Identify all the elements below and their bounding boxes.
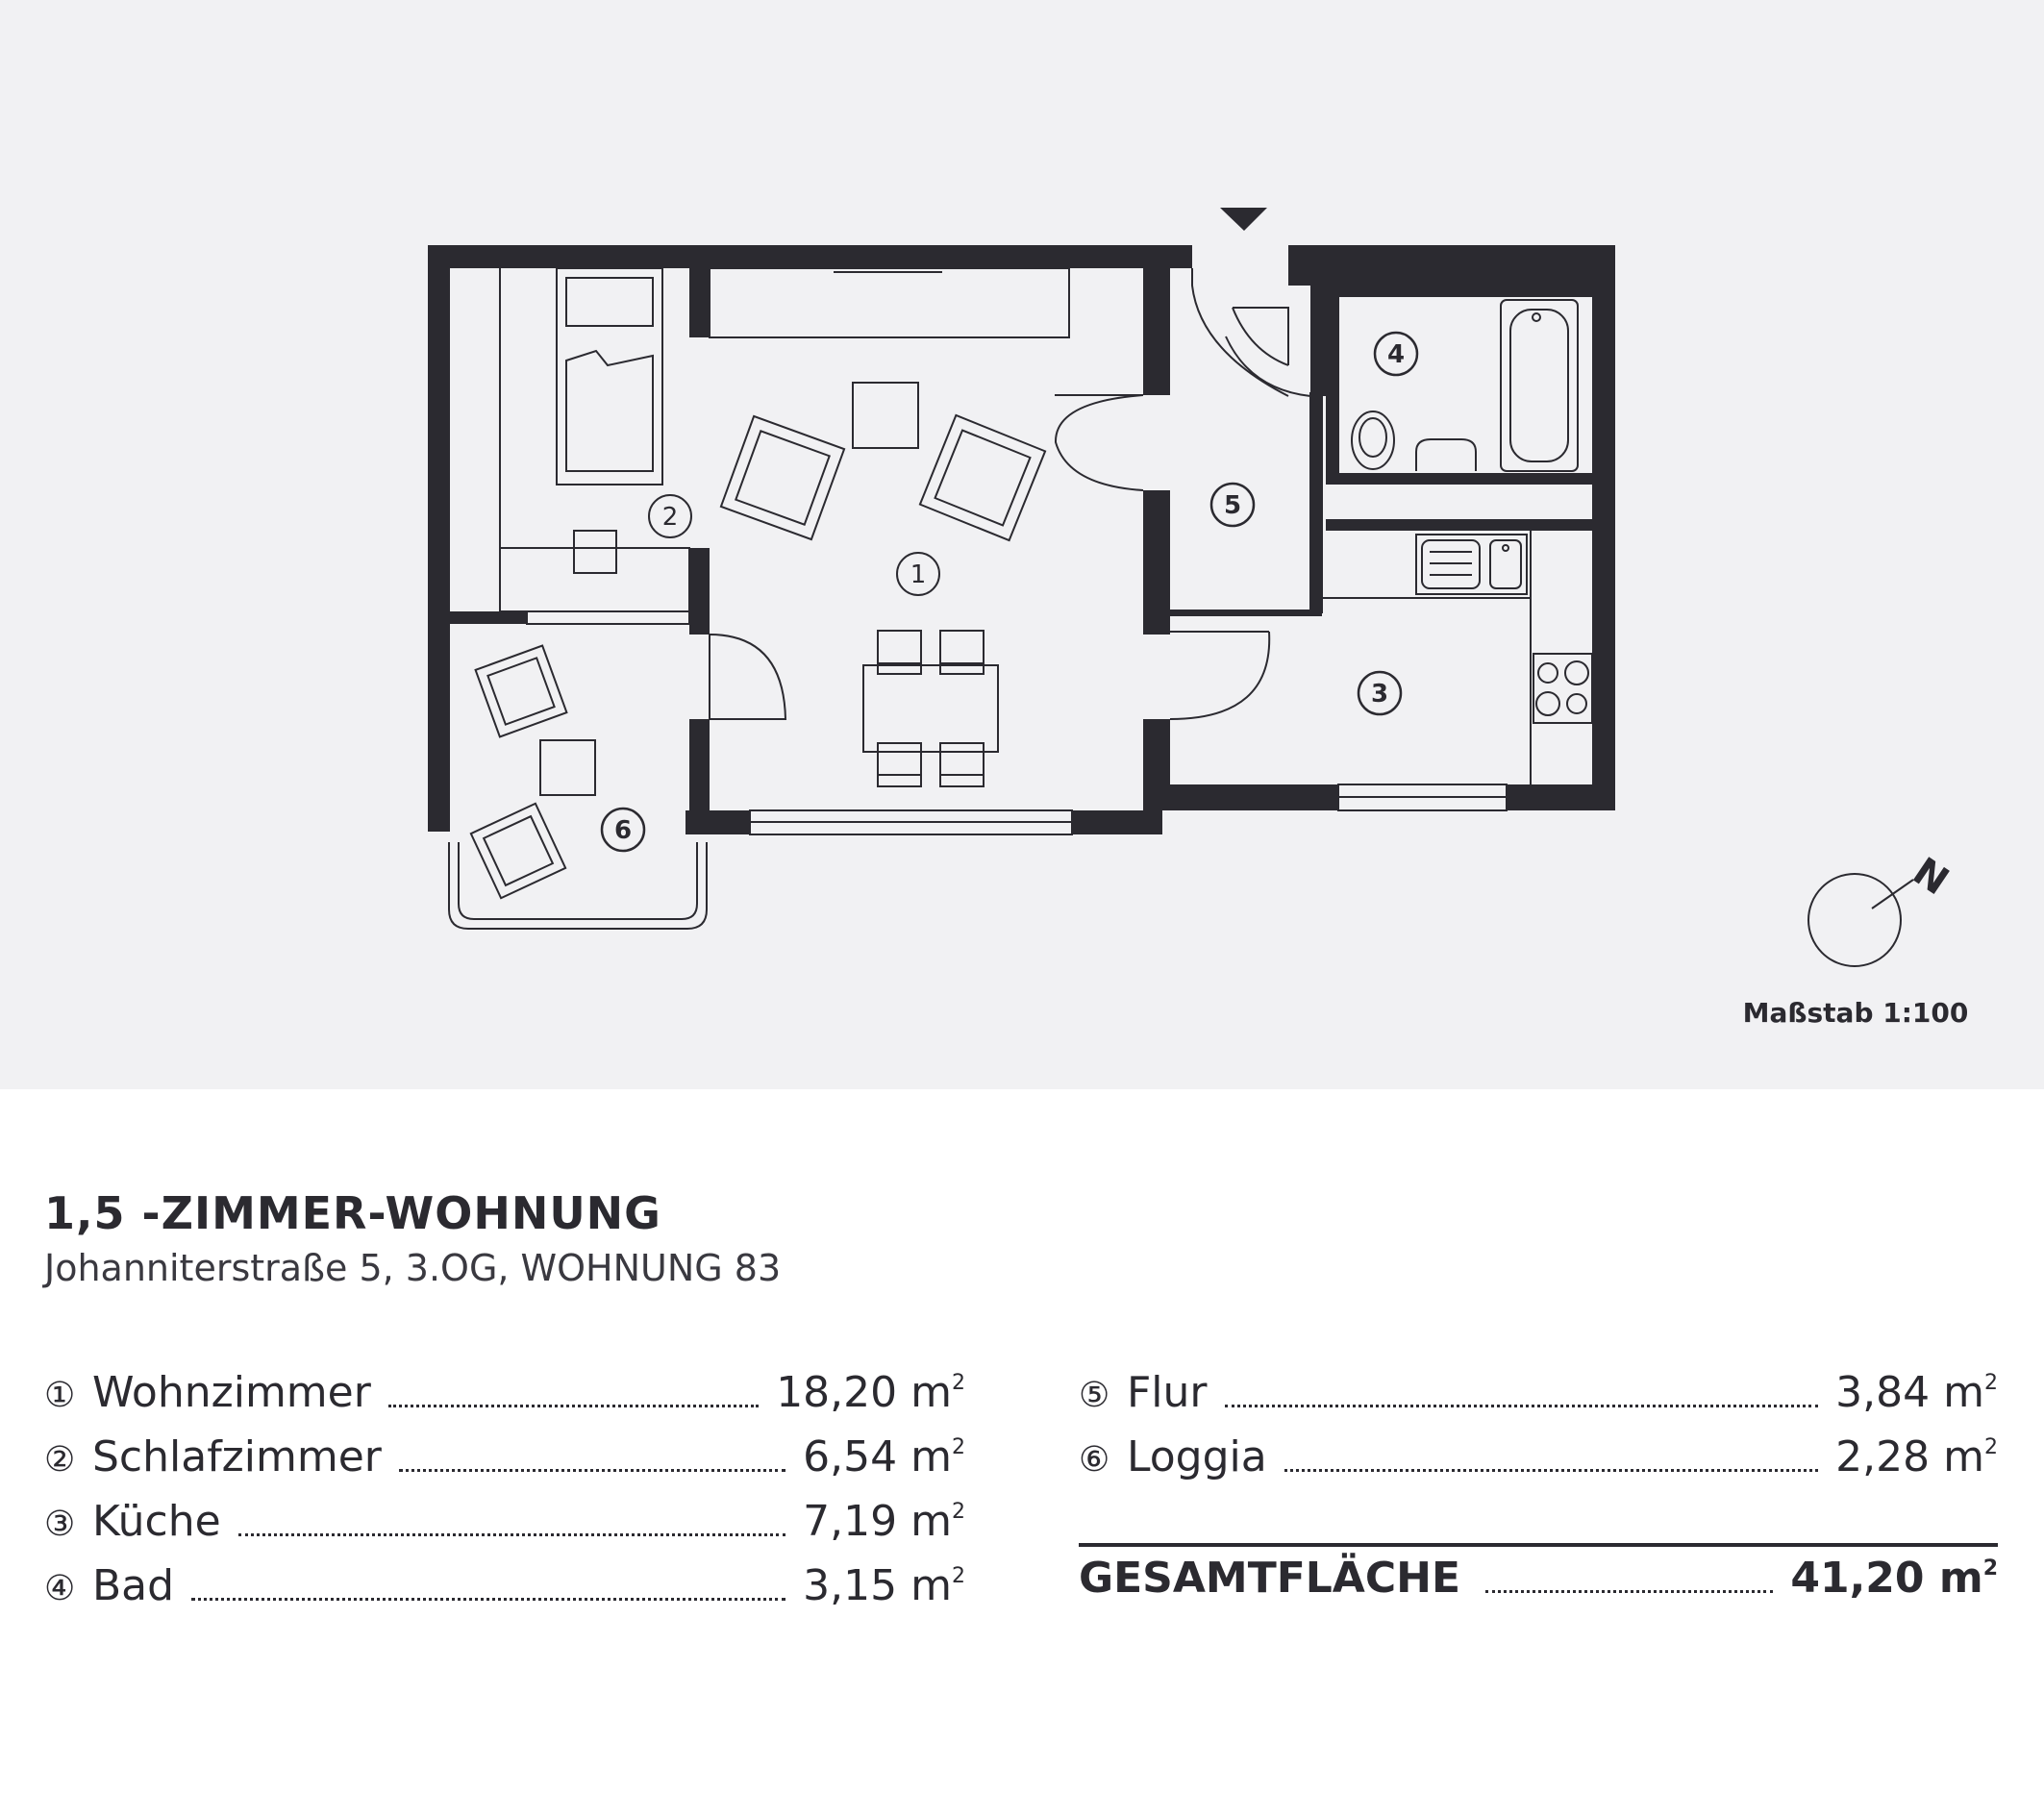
room-name: Schlafzimmer: [92, 1432, 382, 1481]
total-row: [1079, 1554, 1998, 1605]
leader-dots: [191, 1597, 785, 1601]
total-label: GESAMTFLÄCHE: [1079, 1554, 1461, 1603]
room-row-kueche: [44, 1497, 965, 1549]
leader-dots: [1485, 1589, 1773, 1593]
room-row-flur: [1079, 1368, 1998, 1420]
leader-dots: [1225, 1404, 1819, 1407]
room-area: 2,28 $m^2$: [1835, 1432, 1998, 1481]
room-number: ⑤: [1079, 1376, 1110, 1415]
leader-dots: [388, 1404, 759, 1407]
apartment-title: 1,5 -ZIMMER-WOHNUNG: [44, 1187, 661, 1239]
room-name: Bad: [92, 1561, 175, 1610]
room-number: ④: [44, 1569, 76, 1608]
room-row-schlafzimmer: [44, 1432, 965, 1484]
entrance-marker: [1220, 208, 1267, 231]
svg-text:2: 2: [661, 503, 679, 532]
svg-text:4: 4: [1386, 340, 1406, 369]
room-marker-6: [602, 809, 644, 851]
room-row-wohnzimmer: [44, 1368, 965, 1420]
svg-text:6: 6: [613, 816, 633, 845]
room-area: 3,15 $m^2$: [803, 1561, 965, 1610]
room-row-loggia: [1079, 1432, 1998, 1484]
scale-label: Maßstab 1:100: [1742, 997, 1969, 1029]
room-number: ③: [44, 1505, 76, 1544]
leader-dots: [399, 1468, 785, 1472]
room-marker-2: [649, 495, 691, 537]
room-area: 7,19 $m^2$: [803, 1497, 965, 1546]
room-area: 18,20 $m^2$: [776, 1368, 965, 1417]
leader-dots: [238, 1532, 785, 1536]
room-number: ⑥: [1079, 1440, 1110, 1480]
room-marker-1: [897, 553, 939, 595]
apartment-address: Johanniterstraße 5, 3.OG, WOHNUNG 83: [44, 1247, 782, 1289]
svg-text:5: 5: [1223, 491, 1242, 520]
room-marker-4: [1375, 333, 1417, 375]
room-area: 6,54 $m^2$: [803, 1432, 965, 1481]
room-marker-3: [1359, 672, 1401, 714]
total-area: 41,20 $m^2$: [1790, 1554, 1998, 1603]
north-arrow: [1808, 850, 1957, 966]
room-name: Loggia: [1127, 1432, 1267, 1481]
room-area: 3,84 $m^2$: [1835, 1368, 1998, 1417]
leader-dots: [1284, 1468, 1818, 1472]
room-row-bad: [44, 1561, 965, 1613]
north-label: N: [1905, 849, 1957, 905]
svg-text:3: 3: [1370, 680, 1389, 709]
room-name: Küche: [92, 1497, 221, 1546]
room-name: Flur: [1127, 1368, 1208, 1417]
room-marker-5: [1211, 484, 1254, 526]
total-separator: [1079, 1543, 1998, 1547]
room-number: ②: [44, 1440, 76, 1480]
room-number: ①: [44, 1376, 76, 1415]
svg-text:1: 1: [910, 560, 927, 589]
room-name: Wohnzimmer: [92, 1368, 371, 1417]
